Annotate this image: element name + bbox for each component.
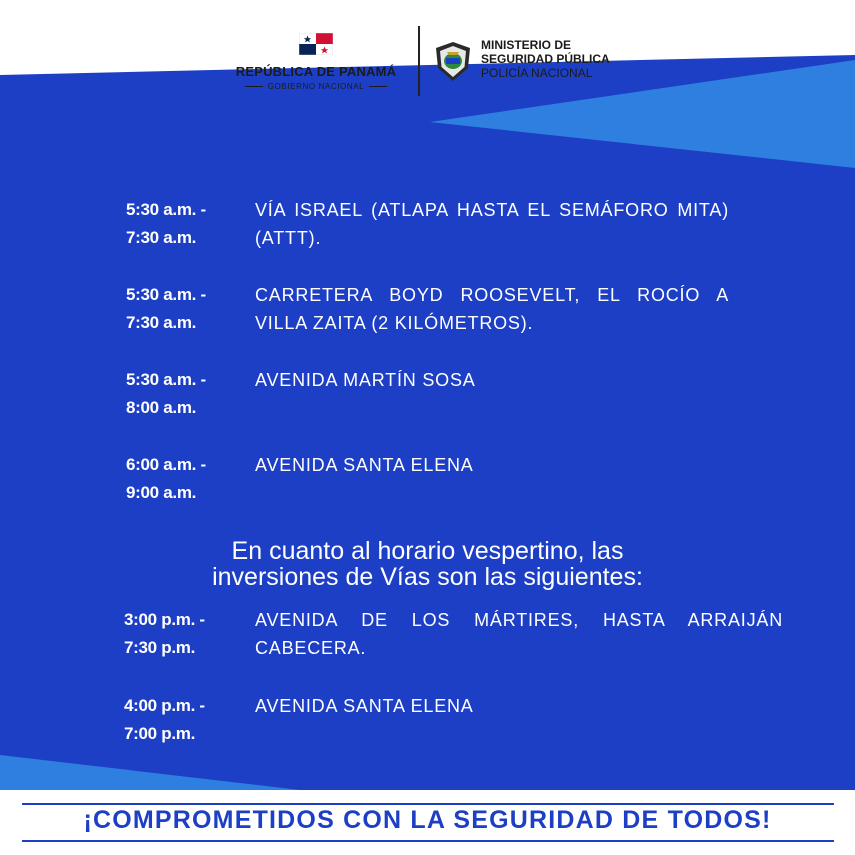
time-end: 7:00 p.m. bbox=[124, 724, 195, 743]
headline-line-2: inversiones de Vías son las siguientes: bbox=[212, 563, 643, 591]
time-range bbox=[126, 366, 251, 422]
route-description: AVENIDA DE LOS MÁRTIRES, HASTA ARRAIJÁN CABECERA. bbox=[255, 610, 783, 658]
gov-subtitle bbox=[226, 82, 406, 91]
time-start: 5:30 a.m. - bbox=[126, 200, 206, 219]
time-end: 8:00 a.m. bbox=[126, 398, 197, 417]
time-range bbox=[126, 451, 251, 507]
government-logo bbox=[226, 33, 406, 91]
time-end: 7:30 p.m. bbox=[124, 638, 195, 657]
route-description: AVENIDA SANTA ELENA bbox=[255, 455, 474, 475]
header-divider bbox=[418, 26, 420, 96]
gov-title: REPÚBLICA DE PANAMÁ bbox=[235, 64, 397, 79]
route-description: AVENIDA SANTA ELENA bbox=[255, 696, 474, 716]
time-start: 5:30 a.m. - bbox=[126, 285, 206, 304]
afternoon-headline bbox=[140, 538, 715, 590]
ministry-line-2: SEGURIDAD PÚBLICA bbox=[481, 52, 610, 66]
time-start: 3:00 p.m. - bbox=[124, 610, 205, 629]
route-description: AVENIDA MARTÍN SOSA bbox=[255, 370, 476, 390]
time-range bbox=[126, 281, 251, 337]
time-end: 9:00 a.m. bbox=[126, 483, 197, 502]
route-description: CARRETERA BOYD ROOSEVELT, EL ROCÍO A VILLA ZAITA (2 KILÓMETROS). bbox=[255, 285, 729, 333]
route-description: VÍA ISRAEL (ATLAPA HASTA EL SEMÁFORO MITA) (ATTT). bbox=[255, 200, 729, 248]
headline-line-1: En cuanto al horario vespertino, las bbox=[231, 537, 624, 565]
panama-flag-icon bbox=[299, 33, 333, 55]
time-end: 7:30 a.m. bbox=[126, 313, 197, 332]
ministry-line-1: MINISTERIO DE bbox=[481, 38, 572, 52]
police-badge-icon bbox=[432, 40, 474, 82]
footer-rule-bottom bbox=[22, 840, 834, 842]
time-end: 7:30 a.m. bbox=[126, 228, 197, 247]
time-range bbox=[124, 606, 249, 662]
time-start: 4:00 p.m. - bbox=[124, 696, 205, 715]
gov-subtitle-text: GOBIERNO NACIONAL bbox=[267, 82, 365, 91]
time-range bbox=[124, 692, 249, 748]
ministry-line-3: POLICÍA NACIONAL bbox=[481, 66, 593, 80]
footer-slogan: ¡COMPROMETIDOS CON LA SEGURIDAD DE TODOS! bbox=[83, 806, 772, 834]
time-start: 6:00 a.m. - bbox=[126, 455, 206, 474]
time-start: 5:30 a.m. - bbox=[126, 370, 206, 389]
ministry-logo-text bbox=[481, 38, 610, 80]
footer-rule-top bbox=[22, 803, 834, 805]
time-range bbox=[126, 196, 251, 252]
